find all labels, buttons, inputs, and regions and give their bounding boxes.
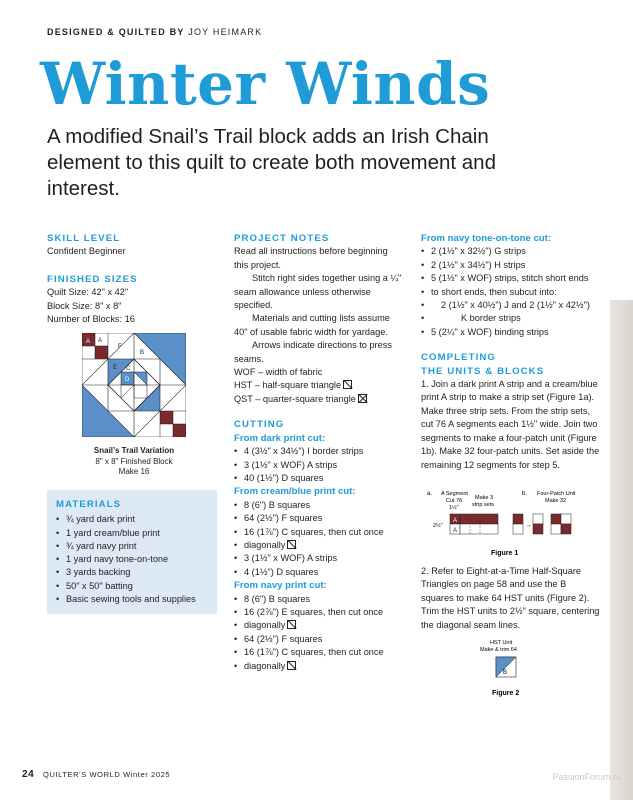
- list-item: • 64 (2½") F squares: [234, 633, 404, 646]
- list-item: • 3 (1½" x WOF) A strips: [234, 552, 404, 565]
- list-item: • 1 yard navy tone-on-tone: [56, 553, 214, 566]
- completing-subheading: THE UNITS & BLOCKS: [421, 365, 545, 377]
- list-item: • 40 (1½") D squares: [234, 472, 404, 485]
- cutting-dark-list: [234, 445, 404, 485]
- hst-icon: [287, 540, 296, 549]
- list-item: • 64 (2½") F squares: [234, 512, 404, 525]
- step-2: 2. Refer to Eight-at-a-Time Half-Square Triangles on page 58 and use the B squares to make 64 HST units (Figure 2). Trim the HST units to 2½" square, centering the diagonal seam lines.: [421, 566, 600, 630]
- quilt-size: Quilt Size: 42" x 42": [47, 287, 129, 298]
- label-c: C: [126, 366, 131, 372]
- list-item-cont: • 2 (1½" x 40½") J and 2 (1½" x 42½"): [421, 299, 601, 312]
- list-item: • 8 (6") B squares: [234, 499, 404, 512]
- figure-2: [470, 637, 550, 701]
- page-number: 24: [22, 769, 35, 780]
- materials-section: [56, 498, 214, 606]
- cutting-cream-list: [234, 499, 404, 579]
- skill-section: [47, 232, 217, 326]
- fig1a-label: a.: [427, 491, 433, 497]
- list-item-cont: [234, 539, 404, 552]
- label-f: F: [118, 344, 122, 350]
- hst-icon: [287, 661, 296, 670]
- cont-text: diagonally: [244, 539, 286, 550]
- block-size: Block Size: 8" x 8": [47, 300, 122, 311]
- block-diagram: [82, 333, 186, 437]
- cutting-navy-title: From navy print cut:: [234, 580, 327, 592]
- list-item-cont: [234, 619, 404, 632]
- list-item: • ¾ yard dark print: [56, 513, 214, 526]
- cutting-dark-title: From dark print cut:: [234, 432, 326, 444]
- navy-tot-section: [421, 232, 601, 472]
- list-item-cont: • to short ends, then subcut into:: [421, 286, 601, 299]
- materials-list: [56, 513, 214, 606]
- figure-1-caption: Figure 1: [491, 550, 519, 557]
- materials-heading: MATERIALS: [56, 499, 122, 510]
- note-hst-text: HST – half-square triangle: [234, 380, 342, 391]
- footer: [22, 769, 170, 780]
- label-a2: A: [98, 338, 103, 344]
- note-qst: [234, 393, 404, 406]
- background-decoration: [610, 300, 633, 800]
- list-item: • 2 (1½" x 34½") H strips: [421, 259, 601, 272]
- fig1-fp-l1: Four-Patch Unit: [537, 491, 576, 497]
- list-item: • 2 (1½" x 32½") G strips: [421, 245, 601, 258]
- fig2-l2: Make & trim 64: [480, 647, 517, 653]
- fig1-dim: 2½": [433, 523, 443, 529]
- hst-icon: [287, 620, 296, 629]
- list-item: • 8 (6") B squares: [234, 593, 404, 606]
- note-hst: [234, 379, 404, 392]
- skill-value: Confident Beginner: [47, 246, 126, 257]
- list-item: • 16 (2⅞") E squares, then cut once: [234, 606, 404, 619]
- fig1-lbl-a2: A: [453, 528, 458, 534]
- cutting-navy-list: [234, 593, 404, 673]
- list-item-cont: • K border strips: [421, 312, 601, 325]
- watermark: PassionForum.ru: [552, 772, 621, 782]
- label-d: D: [125, 377, 130, 383]
- designer-name: JOY HEIMARK: [188, 27, 263, 37]
- fig1-seg-l1: A Segment: [441, 491, 468, 497]
- note-wof: WOF – width of fabric: [234, 367, 323, 378]
- list-item: • ¾ yard navy print: [56, 540, 214, 553]
- fig2-l1: HST Unit: [490, 640, 513, 646]
- cont-text: diagonally: [244, 620, 286, 631]
- list-item: • 3 yards backing: [56, 566, 214, 579]
- note-2: Stitch right sides together using a ¼" seam allowance unless otherwise specified.: [234, 273, 402, 311]
- list-item: • 5 (2¼" x WOF) binding strips: [421, 326, 601, 339]
- fig1b-label: b.: [522, 491, 528, 497]
- fig1-seg-dim: 1½": [449, 505, 459, 511]
- cutting-heading: CUTTING: [234, 419, 285, 431]
- list-item-cont: [234, 660, 404, 673]
- fig1-fp-l2: Make 32: [545, 498, 567, 504]
- fig2-lbl: B: [503, 670, 508, 676]
- list-item: • 4 (1½") D squares: [234, 566, 404, 579]
- project-notes-section: [234, 232, 404, 673]
- list-item: • 16 (1⅞") C squares, then cut once: [234, 646, 404, 659]
- cutting-cream-title: From cream/blue print cut:: [234, 486, 356, 498]
- fig1-seg-l2: Cut 76: [446, 498, 463, 504]
- list-item: • Basic sewing tools and supplies: [56, 593, 214, 606]
- step-1: 1. Join a dark print A strip and a cream/blue print A strip to make a strip set (Figure 1a). Make three strip sets. From the strip sets, cut 76 A segments each 1½" wide. Join two segments to make a four-patch unit (Figure 1b). Make 32 four-patch units. Set aside the remaining 12 segments for step 5.: [421, 379, 600, 470]
- qst-icon: [358, 394, 367, 403]
- cont-text: diagonally: [244, 660, 286, 671]
- list-item: • 1 yard cream/blue print: [56, 527, 214, 540]
- note-1: Read all instructions before beginning this project.: [234, 246, 388, 270]
- completing-heading: COMPLETING: [421, 352, 496, 364]
- byline: [47, 27, 262, 37]
- list-item: • 5 (1½" x WOF) strips, stitch short ends: [421, 272, 601, 285]
- byline-label: DESIGNED & QUILTED BY: [47, 27, 185, 37]
- note-4: Arrows indicate directions to press seams.: [234, 340, 392, 364]
- fig1-strip-l2: strip sets: [472, 502, 495, 508]
- block-count: Number of Blocks: 16: [47, 314, 135, 325]
- block-caption-title: Snail’s Trail Variation: [93, 446, 175, 455]
- figure-1: [423, 487, 603, 559]
- magazine-name: QUILTER'S WORLD: [43, 770, 121, 779]
- block-caption-make: Make 16: [118, 467, 150, 476]
- skill-heading: SKILL LEVEL: [47, 233, 121, 244]
- figure-2-caption: Figure 2: [492, 690, 520, 697]
- label-a1: A: [86, 339, 91, 345]
- page-title: Winter Winds: [40, 50, 491, 118]
- block-caption: [62, 446, 206, 478]
- list-item: • 3 (1½" x WOF) A strips: [234, 459, 404, 472]
- navy-tot-list: [421, 245, 601, 339]
- subtitle: A modified Snail’s Trail block adds an Irish Chain element to this quilt to create both movement and interest.: [47, 125, 496, 200]
- label-b: B: [140, 350, 145, 356]
- label-e: E: [113, 365, 118, 371]
- note-qst-text: QST – quarter-square triangle: [234, 393, 356, 404]
- navy-tot-title: From navy tone-on-tone cut:: [421, 233, 552, 244]
- svg-text:→: →: [525, 522, 532, 529]
- list-item: • 50" x 50" batting: [56, 580, 214, 593]
- finished-heading: FINISHED SIZES: [47, 273, 138, 285]
- note-3: Materials and cutting lists assume 40" of usable fabric width for yardage.: [234, 313, 390, 337]
- project-notes-heading: PROJECT NOTES: [234, 233, 330, 244]
- hst-icon: [343, 380, 352, 389]
- list-item: • 4 (3½" x 34½") I border strips: [234, 445, 404, 458]
- list-item: • 16 (1⅞") C squares, then cut once: [234, 526, 404, 539]
- block-caption-size: 8" x 8" Finished Block: [95, 456, 173, 466]
- issue: Winter 2025: [123, 770, 171, 779]
- fig1-lbl-a1: A: [453, 518, 458, 524]
- fig1-strip-l1: Make 3: [475, 495, 494, 501]
